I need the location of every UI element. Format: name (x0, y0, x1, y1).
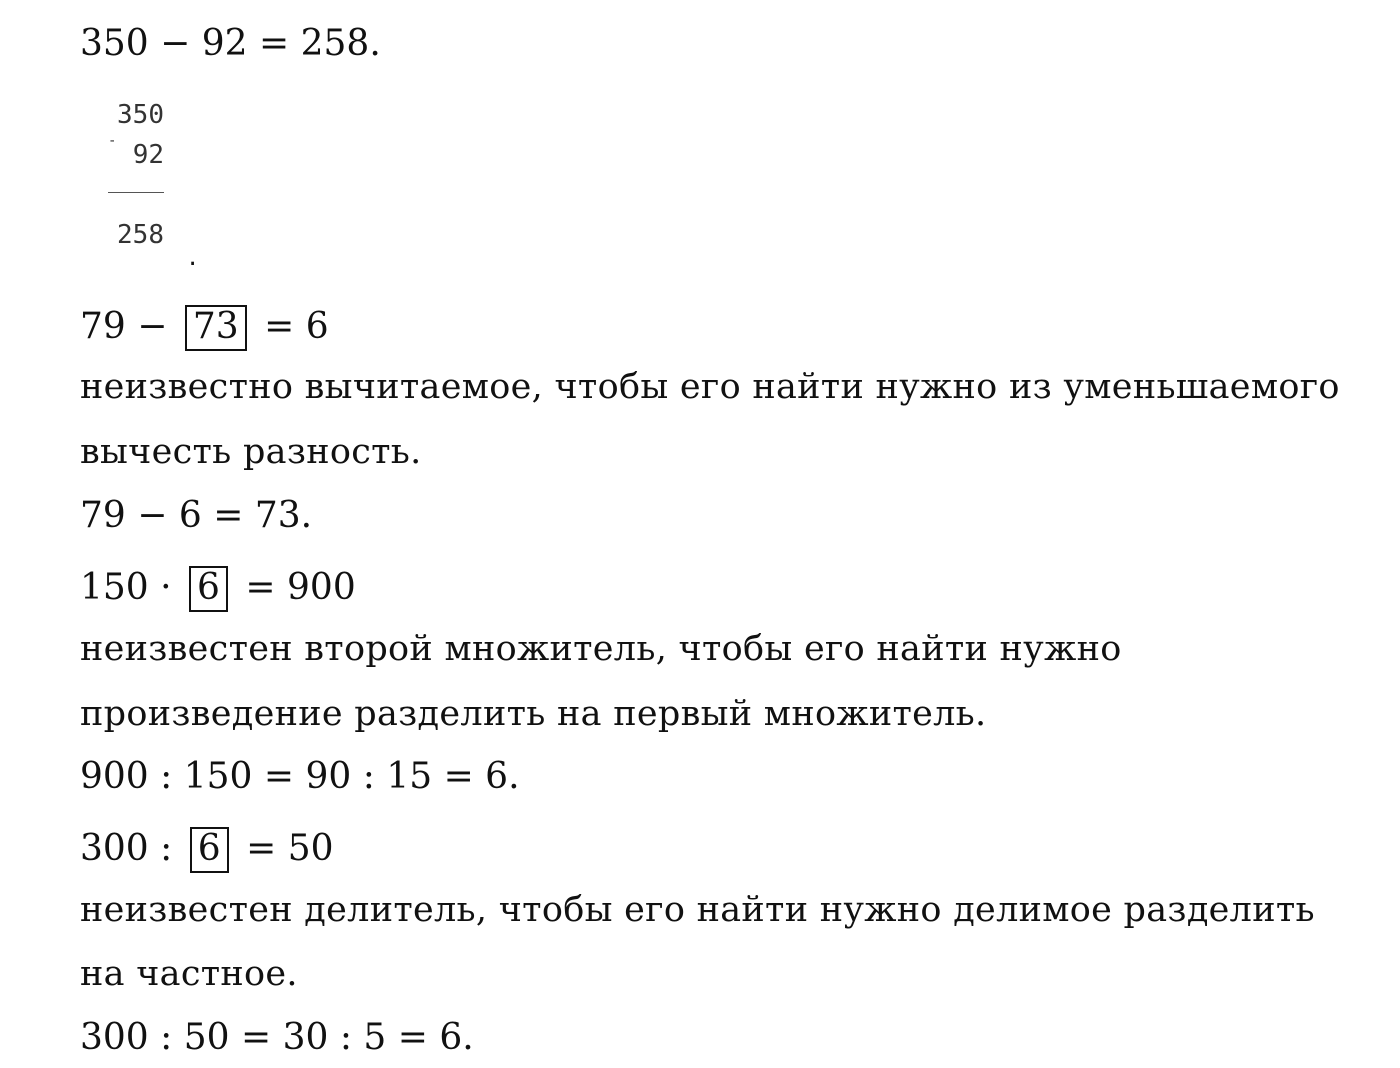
subtrahend: 92 (132, 140, 164, 170)
equation-79-minus-box (80, 305, 329, 351)
explanation-factor-1: неизвестен второй множитель, чтобы его найти нужно (80, 629, 1122, 669)
minuend: 350 (117, 100, 164, 130)
expr-left: 300 : (80, 828, 184, 869)
trailing-dot: . (186, 246, 200, 271)
explanation-factor-2: произведение разделить на первый множитель. (80, 694, 987, 734)
equation-300-div-box (80, 827, 334, 873)
column-divider (108, 192, 164, 193)
equation-350-minus-92: 350 − 92 = 258. (80, 23, 381, 64)
equation-900-div-150: 900 : 150 = 90 : 15 = 6. (80, 756, 520, 797)
expr-right: = 900 (233, 567, 356, 608)
equation-79-minus-6: 79 − 6 = 73. (80, 495, 313, 536)
explanation-subtrahend-1: неизвестно вычитаемое, чтобы его найти нужно из уменьшаемого (80, 367, 1340, 407)
column-subtraction (100, 98, 210, 271)
explanation-divisor-2: на частное. (80, 954, 298, 994)
boxed-answer: 6 (190, 827, 229, 873)
equation-300-div-50: 300 : 50 = 30 : 5 = 6. (80, 1017, 474, 1058)
difference: 258 (117, 220, 164, 250)
minus-sign: - (108, 133, 117, 149)
expr-right: = 50 (234, 828, 334, 869)
explanation-subtrahend-2: вычесть разность. (80, 432, 422, 472)
expr-left: 150 · (80, 567, 184, 608)
expr-left: 79 − (80, 306, 179, 347)
explanation-divisor-1: неизвестен делитель, чтобы его найти нужно делимое разделить (80, 890, 1315, 930)
equation-150-times-box (80, 566, 356, 612)
boxed-answer: 6 (189, 566, 228, 612)
boxed-answer: 73 (185, 305, 247, 351)
expr-right: = 6 (252, 306, 329, 347)
